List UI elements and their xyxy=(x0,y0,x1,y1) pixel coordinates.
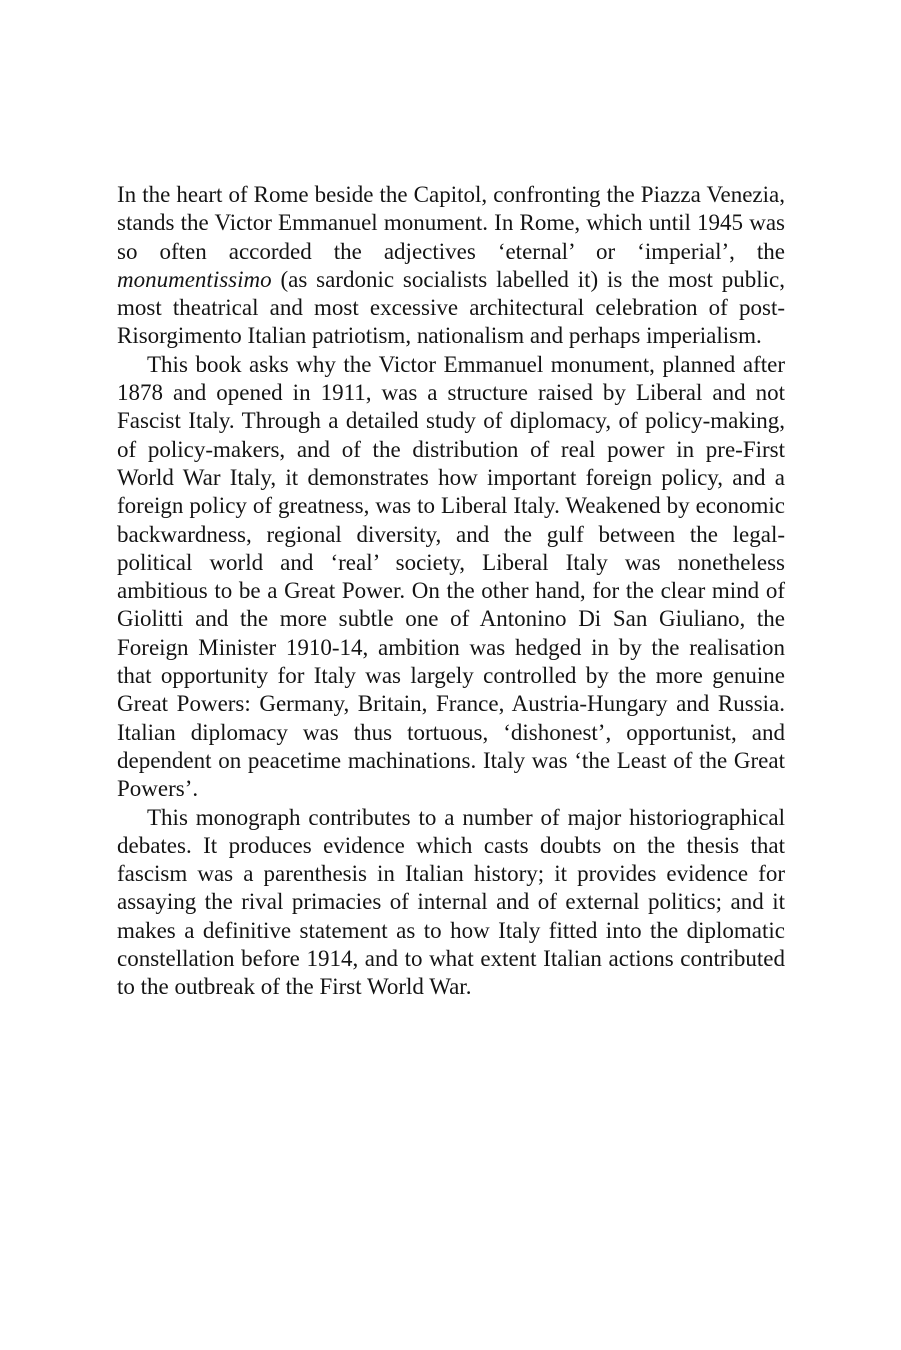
paragraph-1-italic-term: monumentissimo xyxy=(117,266,272,292)
paragraph-1 xyxy=(117,181,785,351)
paragraph-3-text: This monograph contributes to a number of major historiographical debates. It produces evidence which casts doubts on the thesis that fascism was a parenthesis in Italian history; it provides evidence for assaying the rival primacies of internal and of external politics; and it makes a definitive statement as to how Italy fitted into the diplomatic constellation before 1914, and to what extent Italian actions contributed to the outbreak of the First World War. xyxy=(117,804,785,1000)
book-blurb xyxy=(117,181,785,1002)
paragraph-1-text-b: (as sardonic socialists labelled it) is the most public, most theatrical and most excessive architectural celebration of post-Risorgimento Italian patriotism, nationalism and perhaps imperialism. xyxy=(117,266,785,349)
paragraph-2-text: This book asks why the Victor Emmanuel monument, planned after 1878 and opened in 1911, was a structure raised by Liberal and not Fascist Italy. Through a detailed study of diplomacy, of policy-making, of policy-makers, and of the distribution of real power in pre-First World War Italy, it demonstrates how important foreign policy, and a foreign policy of greatness, was to Liberal Italy. Weakened by economic backwardness, regional diversity, and the gulf between the legal-political world and ‘real’ society, Liberal Italy was nonetheless ambitious to be a Great Power. On the other hand, for the clear mind of Giolitti and the more subtle one of Antonino Di San Giuliano, the Foreign Minister 1910-14, ambition was hedged in by the realisation that opportunity for Italy was largely controlled by the more genuine Great Powers: Germany, Britain, France, Austria-Hungary and Russia. Italian diplomacy was thus tortuous, ‘dishonest’, opportunist, and dependent on peacetime machinations. Italy was ‘the Least of the Great Powers’. xyxy=(117,351,785,802)
paragraph-2 xyxy=(117,351,785,804)
paragraph-3 xyxy=(117,804,785,1002)
paragraph-1-text-a: In the heart of Rome beside the Capitol, confronting the Piazza Venezia, stands the Victor Emmanuel monument. In Rome, which until 1945 was so often accorded the adjectives ‘eternal’ or ‘imperial’, the xyxy=(117,182,785,264)
